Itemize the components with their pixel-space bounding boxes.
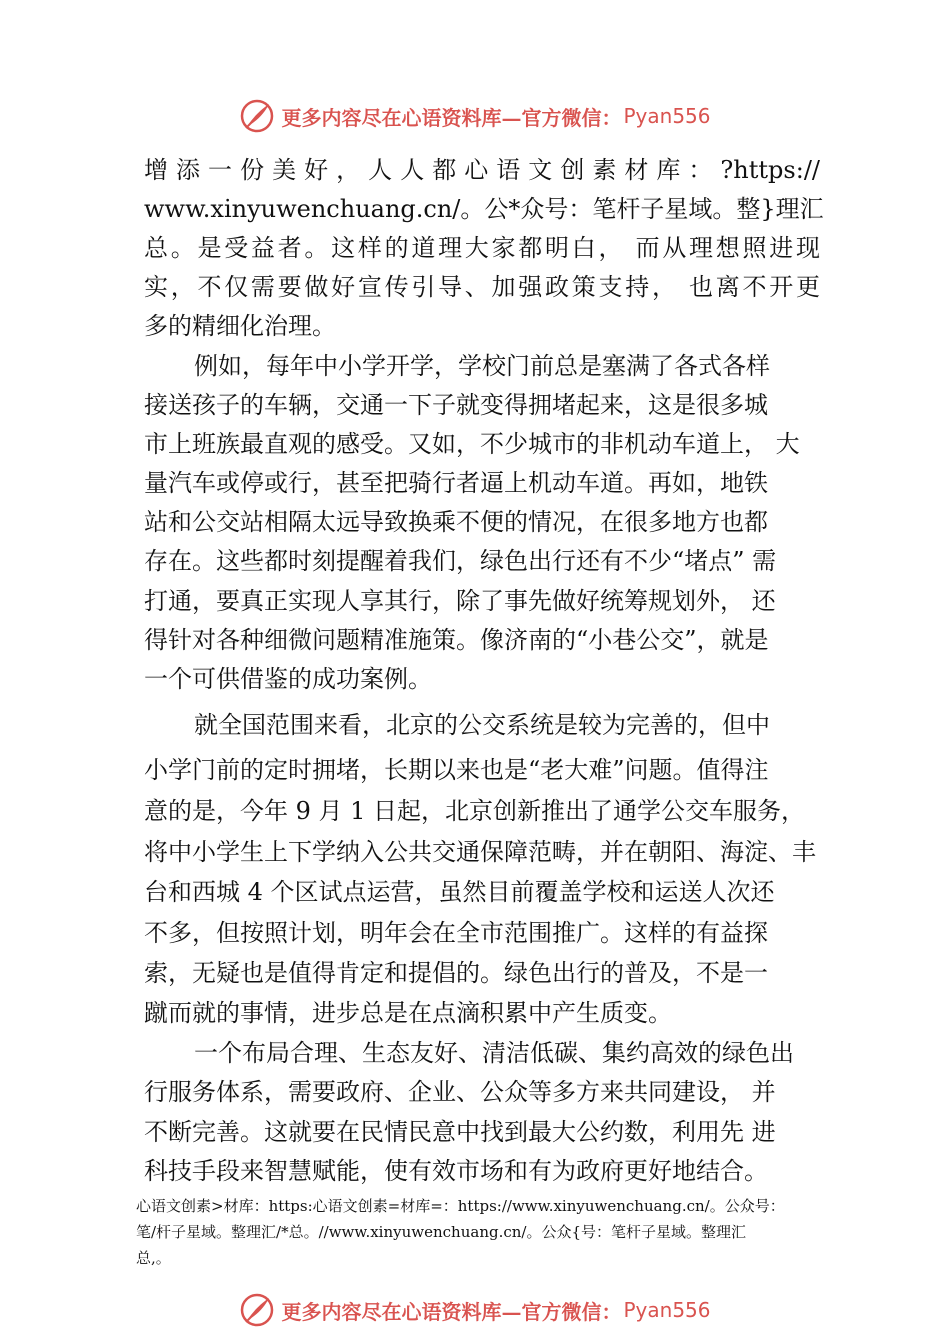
paragraph-first-line: 例如，每年中小学开学，学校门前总是塞满了各式各样 <box>194 352 770 380</box>
body-line: 多的精细化治理。 <box>144 312 336 340</box>
banner-text: 更多内容尽在心语资料库—官方微信： <box>281 1299 622 1324</box>
body-line: 一个可供借鉴的成功案例。 <box>144 665 432 693</box>
body-line: www.xinyuwenchuang.cn/。公*众号：笔杆子星域。整}理汇 <box>144 195 824 223</box>
body-line: 增添一份美好，人人都心语文创素材库：?https:// <box>144 156 820 184</box>
body-line: 总。是受益者。这样的道理大家都明白， 而从理想照进现 <box>144 234 820 262</box>
footer-note-line: 笔/杆子星域。整理汇/*总。//www.xinyuwenchuang.cn/。公众{号：笔杆子星域。整理汇 <box>136 1223 747 1241</box>
paragraph-first-line: 一个布局合理、生态友好、清洁低碳、集约高效的绿色出 <box>194 1039 794 1067</box>
body-line: 打通，要真正实现人享其行，除了事先做好统筹规划外， 还 <box>144 587 776 615</box>
body-line: 市上班族最直观的感受。又如，不少城市的非机动车道上， 大 <box>144 430 800 458</box>
header-banner <box>0 94 950 138</box>
quill-seal-logo-icon <box>239 1292 275 1328</box>
body-line: 存在。这些都时刻提醒着我们，绿色出行还有不少“堵点” 需 <box>144 547 777 575</box>
body-line: 索，无疑也是值得肯定和提倡的。绿色出行的普及，不是一 <box>144 959 768 987</box>
paragraph-first-line: 就全国范围来看，北京的公交系统是较为完善的，但中 <box>194 711 770 739</box>
body-line: 科技手段来智慧赋能，使有效市场和有为政府更好地结合。 <box>144 1157 768 1185</box>
body-line: 不断完善。这就要在民情民意中找到最大公约数，利用先 进 <box>144 1118 776 1146</box>
body-line: 将中小学生上下学纳入公共交通保障范畴，并在朝阳、海淀、丰 <box>144 838 816 866</box>
banner-wechat-id: Pyan556 <box>623 1298 711 1322</box>
body-line: 实，不仅需要做好宣传引导、加强政策支持， 也离不开更 <box>144 273 820 301</box>
body-line: 蹴而就的事情，进步总是在点滴积累中产生质变。 <box>144 999 672 1027</box>
banner-text: 更多内容尽在心语资料库—官方微信： <box>281 105 622 130</box>
quill-seal-logo-icon <box>239 98 275 134</box>
banner-wechat-id: Pyan556 <box>623 104 711 128</box>
body-line: 小学门前的定时拥堵，长期以来也是“老大难”问题。值得注 <box>144 756 769 784</box>
body-line: 接送孩子的车辆，交通一下子就变得拥堵起来，这是很多城 <box>144 391 768 419</box>
body-line: 行服务体系，需要政府、企业、公众等多方来共同建设， 并 <box>144 1078 776 1106</box>
body-line: 台和西城 4 个区试点运营，虽然目前覆盖学校和运送人次还 <box>144 878 775 906</box>
body-line: 得针对各种细微问题精准施策。像济南的“小巷公交”，就是 <box>144 626 769 654</box>
body-line: 站和公交站相隔太远导致换乘不便的情况，在很多地方也都 <box>144 508 768 536</box>
body-line: 量汽车或停或行，甚至把骑行者逼上机动车道。再如，地铁 <box>144 469 768 497</box>
footer-banner <box>0 1288 950 1332</box>
body-line: 不多，但按照计划，明年会在全市范围推广。这样的有益探 <box>144 919 768 947</box>
body-line: 意的是，今年 9 月 1 日起，北京创新推出了通学公交车服务， <box>144 797 806 825</box>
footer-note-line: 心语文创素>材库：https:心语文创素=材库=：https://www.xinyuwenchuang.cn/。公众号： <box>136 1197 785 1215</box>
footer-note-line: 总,。 <box>136 1249 171 1267</box>
